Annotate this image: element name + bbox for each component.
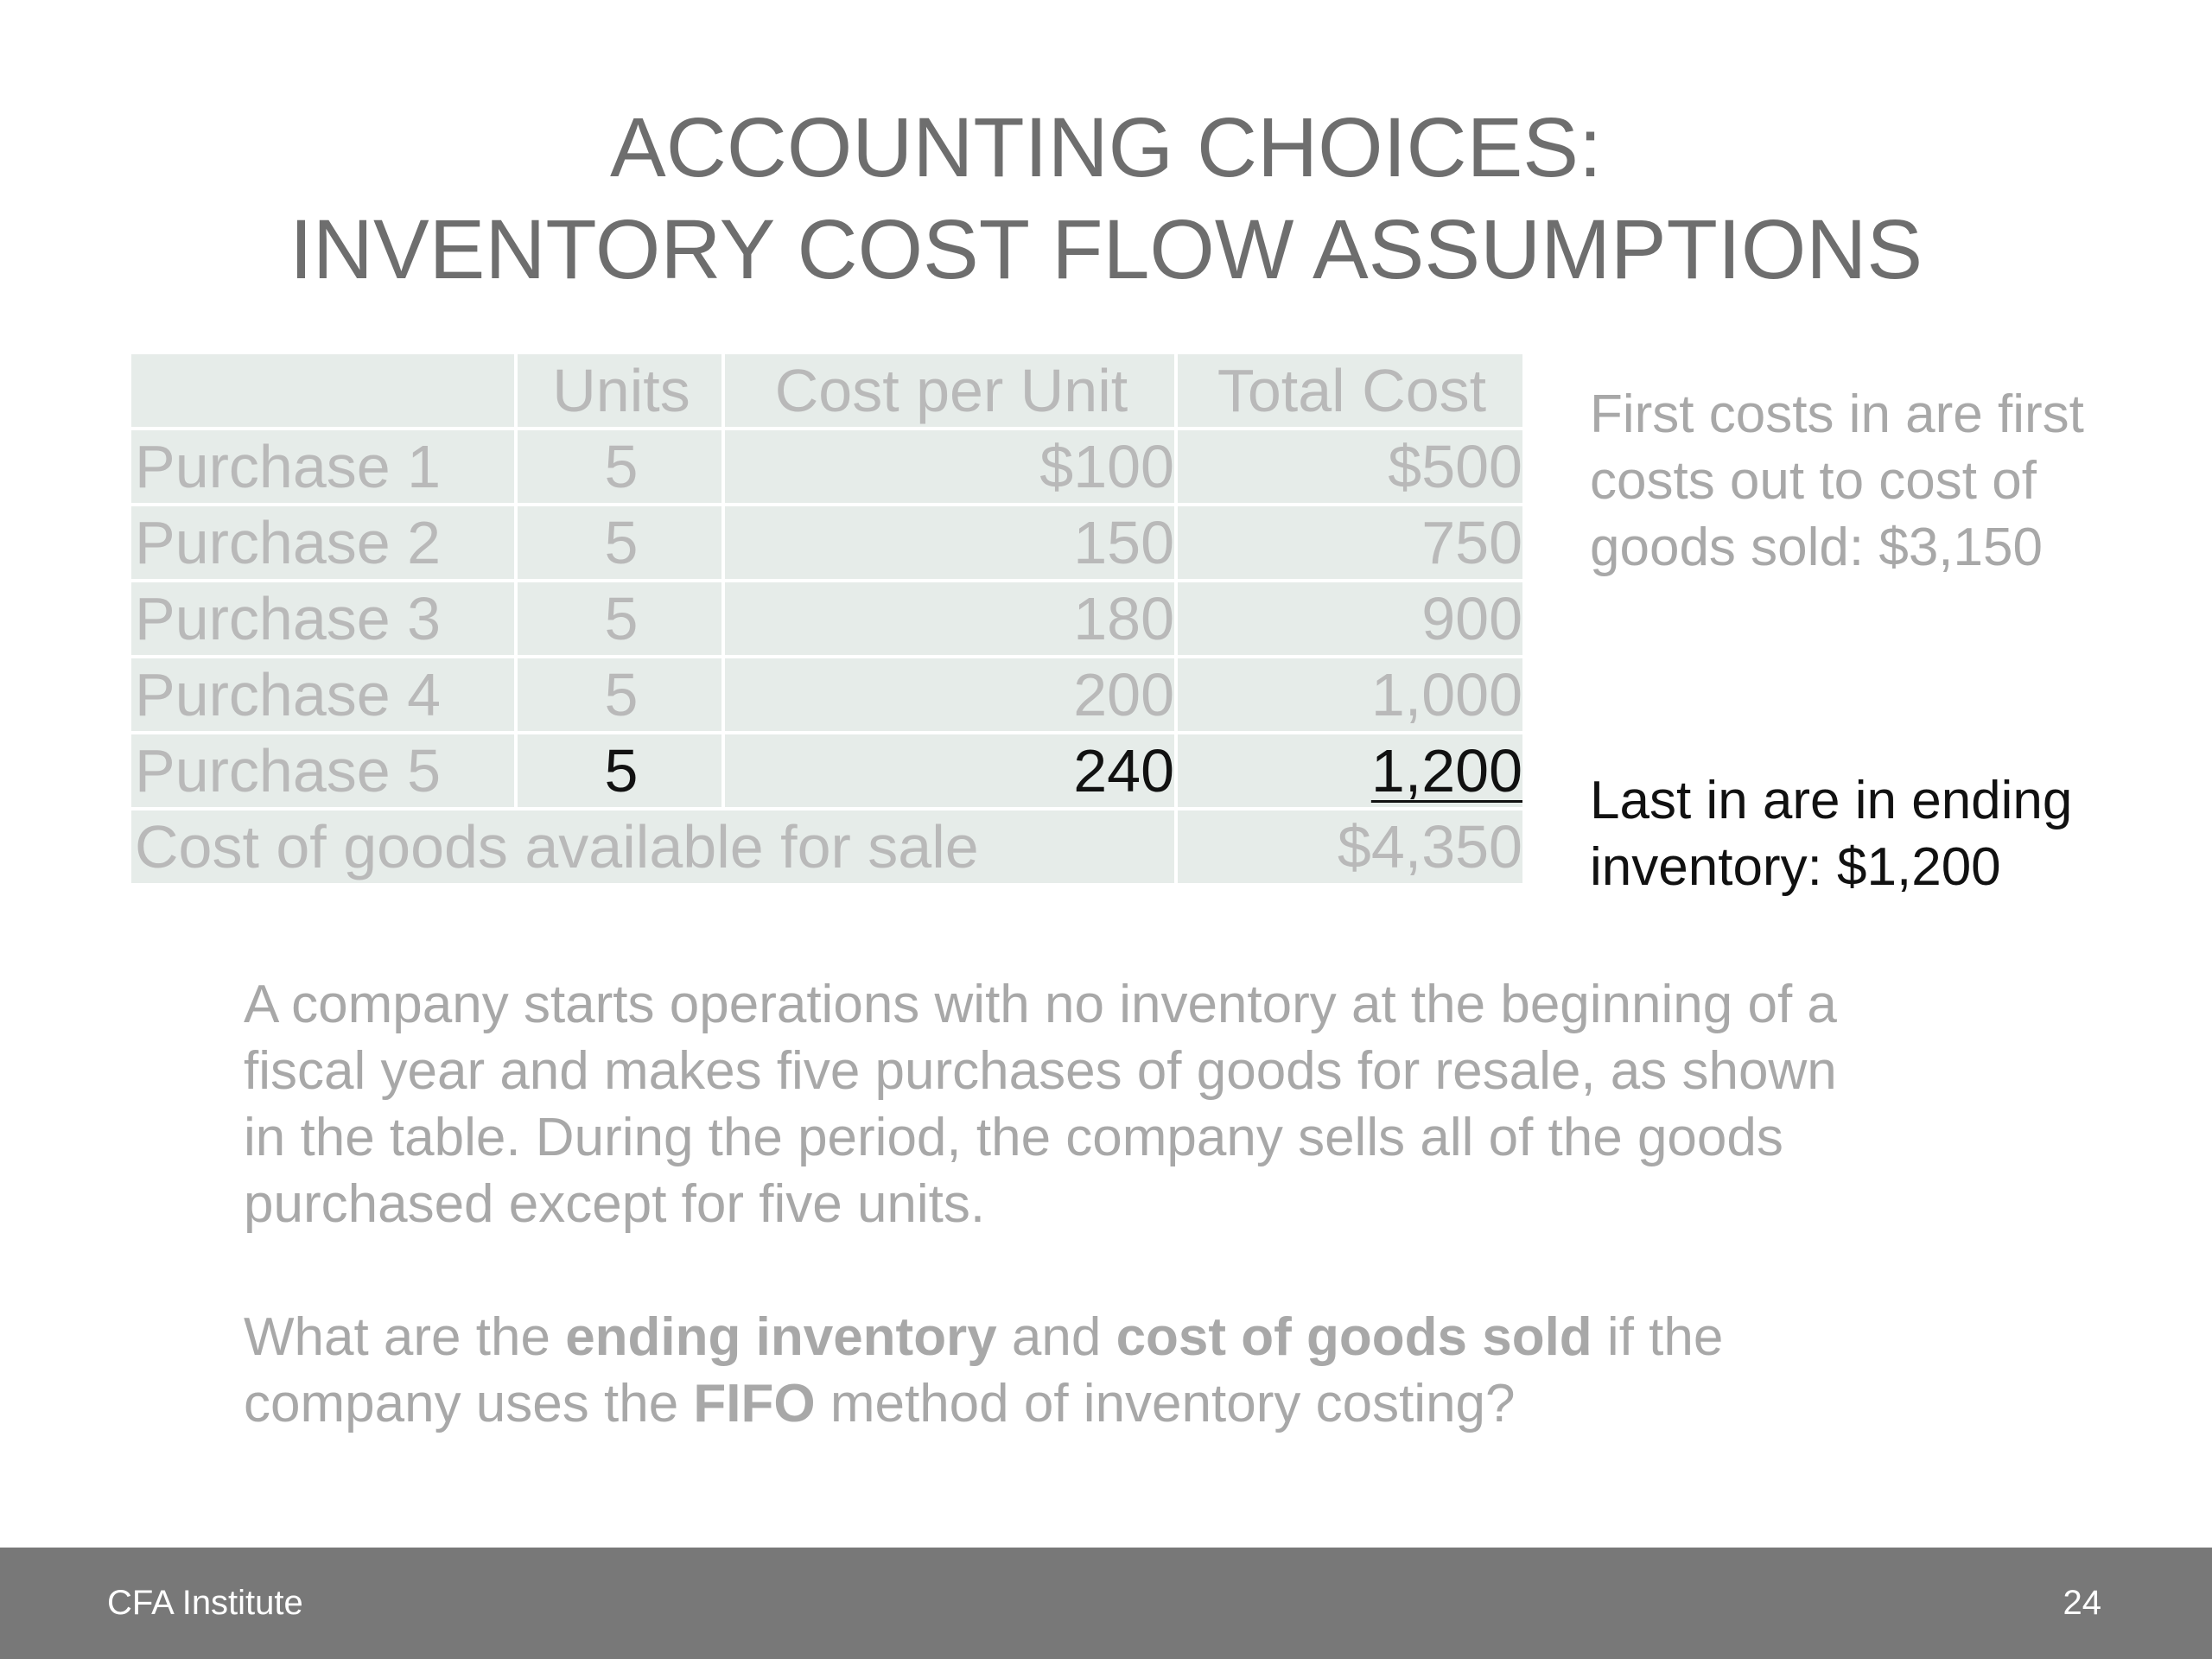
question-text: What are the [244,1307,566,1367]
question-bold-cogs: cost of goods sold [1116,1307,1592,1367]
total-row-total-cost: $4,350 [1178,810,1522,883]
row-units: 5 [518,430,721,503]
question-bold-ending-inventory: ending inventory [565,1307,997,1367]
row-cost-per-unit: 150 [725,506,1174,579]
row-label: Purchase 3 [131,582,514,655]
page-number: 24 [2063,1584,2101,1622]
table-total-row [131,810,1522,883]
problem-paragraph: A company starts operations with no inventory at the beginning of a fiscal year and makes five purchases of goods for resale, as shown in the table. During the period, the company sells all of the goods purchased except for five units. [244,975,1837,1234]
purchases-table [128,351,1526,887]
table-row [131,658,1522,731]
title-line-1: ACCOUNTING CHOICES: [610,100,1602,194]
row-cost-per-unit: $100 [725,430,1174,503]
row-total-cost: $500 [1178,430,1522,503]
question-text: method of inventory costing? [815,1374,1516,1433]
table-row [131,506,1522,579]
title-line-2: INVENTORY COST FLOW ASSUMPTIONS [289,202,1923,296]
ending-inventory-note: Last in are in ending inventory: $1,200 [1590,771,2073,897]
problem-text [244,971,1885,1437]
row-units: 5 [518,658,721,731]
slide-title [0,97,2212,301]
row-units: 5 [518,734,721,807]
question-text: and [996,1307,1116,1367]
row-total-cost: 750 [1178,506,1522,579]
header-cell-total-cost: Total Cost [1178,354,1522,427]
row-cost-per-unit: 240 [725,734,1174,807]
problem-question [244,1304,1885,1437]
total-row-label: Cost of goods available for sale [131,810,1174,883]
row-total-cost: 1,000 [1178,658,1522,731]
row-total-cost [1178,734,1522,807]
row-label: Purchase 2 [131,506,514,579]
row-cost-per-unit: 200 [725,658,1174,731]
row-total-cost: 900 [1178,582,1522,655]
row-label: Purchase 1 [131,430,514,503]
question-bold-fifo: FIFO [693,1374,816,1433]
footer-brand: CFA Institute [107,1584,303,1622]
table-header-row [131,354,1522,427]
row-label: Purchase 5 [131,734,514,807]
underlined-total: 1,200 [1370,737,1522,804]
header-cell-cost-per-unit: Cost per Unit [725,354,1174,427]
table-row [131,430,1522,503]
row-label: Purchase 4 [131,658,514,731]
row-units: 5 [518,506,721,579]
row-units: 5 [518,582,721,655]
header-cell-blank [131,354,514,427]
row-cost-per-unit: 180 [725,582,1174,655]
table-row-highlighted [131,734,1522,807]
header-cell-units: Units [518,354,721,427]
question-text: if the company uses the [244,1307,1724,1433]
footer-bar [0,1548,2212,1659]
table-row [131,582,1522,655]
fifo-note: First costs in are first costs out to cost of goods sold: $3,150 [1590,385,2084,577]
